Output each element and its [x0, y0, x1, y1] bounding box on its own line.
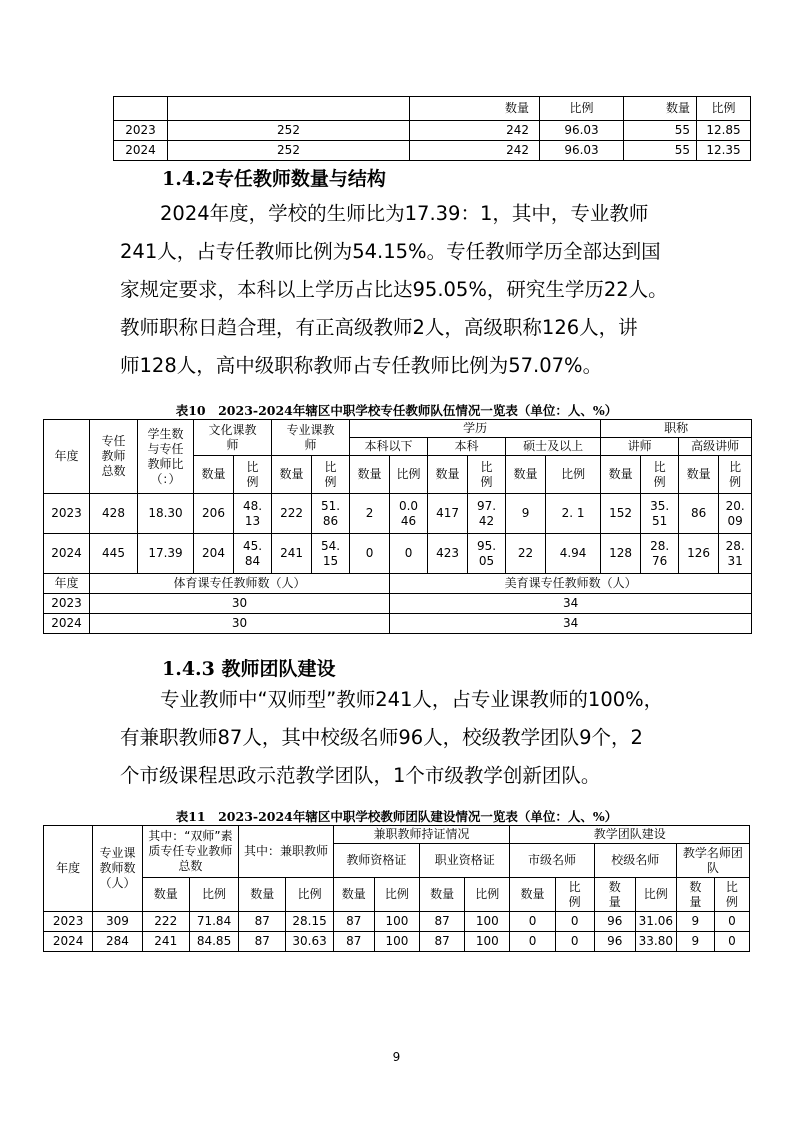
table-11: [43, 825, 750, 952]
header-total: 专业课教师数（人）: [93, 826, 142, 912]
table-cell: 87: [420, 912, 465, 932]
table-cell: 34: [390, 594, 752, 614]
table-cell: 100: [465, 912, 510, 932]
table-row: [44, 494, 752, 534]
header-count: 数量: [676, 878, 714, 912]
header-count: 数量: [142, 878, 189, 912]
table-cell: 445: [90, 534, 138, 574]
header-title: 职称: [601, 420, 752, 438]
paragraph-line: 有兼职教师87人，其中校级名师96人，校级教学团队9个，2: [120, 726, 643, 749]
table-cell: 2023: [44, 594, 90, 614]
paragraph-line: 个市级课程思政示范教学团队，1个市级教学创新团队。: [120, 764, 601, 787]
table-cell: 4.94: [546, 534, 601, 574]
table-cell: 17.39: [138, 534, 194, 574]
table-cell: 241: [142, 932, 189, 952]
table-row: [44, 932, 750, 952]
header-pct: 比例: [189, 878, 238, 912]
table-cell: 0: [510, 912, 555, 932]
header-bachelor: 本科: [428, 438, 506, 456]
table-cell: 252: [168, 121, 410, 141]
header-cell: 比例: [540, 97, 624, 121]
header-master: 硕士及以上: [506, 438, 601, 456]
table-cell: 126: [679, 534, 719, 574]
table-cell: 31.06: [635, 912, 676, 932]
table-cell: 128: [601, 534, 641, 574]
table-cell: 87: [333, 912, 374, 932]
table-cell: 0: [714, 912, 749, 932]
paragraph-line: 241人，占专任教师比例为54.15%。专任教师学历全部达到国: [120, 240, 661, 263]
paragraph-line: 专业教师中“双师型”教师241人，占专业课教师的100%，: [160, 688, 664, 711]
header-pct: 比例: [286, 878, 333, 912]
table-cell: 9: [676, 912, 714, 932]
header-pct: 比例: [546, 456, 601, 494]
table-cell: 30.63: [286, 932, 333, 952]
header-pct: 比例: [465, 878, 510, 912]
header-part-time: 其中：兼职教师: [239, 826, 334, 878]
header-city-teacher: 市级名师: [510, 844, 594, 878]
table-cell: 0: [555, 932, 594, 952]
table-cell: 222: [142, 912, 189, 932]
header-cell: 数量: [410, 97, 540, 121]
header-major: 专业课教师: [272, 420, 350, 456]
paragraph-line: 2024年度，学校的生师比为17.39：1，其中，专业教师: [160, 202, 649, 225]
header-year: 年度: [44, 826, 93, 912]
header-cell: [114, 97, 168, 121]
table-cell: 28.76: [641, 534, 679, 574]
table-cell: 9: [676, 932, 714, 952]
header-pct: 比例: [641, 456, 679, 494]
table-cell: 87: [239, 932, 286, 952]
header-count: 数量: [601, 456, 641, 494]
table-row: [44, 594, 752, 614]
table-cell: 2023: [114, 121, 168, 141]
table-cell: 12.35: [697, 141, 751, 161]
table-cell: 96.03: [540, 121, 624, 141]
header-total: 专任教师总数: [90, 420, 138, 494]
paragraph: [120, 681, 720, 795]
table-cell: 33.80: [635, 932, 676, 952]
table-cell: 0: [350, 534, 390, 574]
paragraph-line: 家规定要求，本科以上学历占比达95.05%，研究生学历22人。: [120, 278, 668, 301]
table-cell: 242: [410, 121, 540, 141]
table-cell: 0: [510, 932, 555, 952]
header-cell: 数量: [624, 97, 697, 121]
table-cell: 96: [594, 912, 635, 932]
table-caption: 表11 2023-2024年辖区中职学校教师团队建设情况一览表（单位：人、%）: [175, 809, 618, 824]
table-cell: 206: [194, 494, 234, 534]
header-count: 数量: [194, 456, 234, 494]
header-count: 数量: [239, 878, 286, 912]
header-education: 学历: [350, 420, 601, 438]
table-cell: 428: [90, 494, 138, 534]
table-cell: 71.84: [189, 912, 238, 932]
table-cell: 2023: [44, 494, 90, 534]
table-cell: 100: [374, 932, 419, 952]
header-school-teacher: 校级名师: [594, 844, 676, 878]
header-count: 数量: [272, 456, 312, 494]
header-art-teachers: 美育课专任教师数（人）: [390, 574, 752, 594]
header-pct: 比例: [234, 456, 272, 494]
table-cell: 241: [272, 534, 312, 574]
table-caption: 表10 2023-2024年辖区中职学校专任教师队伍情况一览表（单位：人、%）: [175, 403, 618, 418]
table-cell: 2024: [44, 932, 93, 952]
table-cell: 309: [93, 912, 142, 932]
header-team-building: 教学团队建设: [510, 826, 750, 844]
header-dual-qualified: 其中：“双师”素质专任专业教师总数: [142, 826, 239, 878]
table-cell: 0.046: [390, 494, 428, 534]
section-heading: 1.4.3 教师团队建设: [162, 658, 336, 680]
header-count: 数量: [350, 456, 390, 494]
header-count: 数量: [428, 456, 468, 494]
header-pct: 比例: [714, 878, 749, 912]
table-cell: 2: [350, 494, 390, 534]
paragraph: [120, 195, 720, 385]
table-cell: 423: [428, 534, 468, 574]
header-pct: 比例: [312, 456, 350, 494]
table-cell: 28.15: [286, 912, 333, 932]
table-cell: 2023: [44, 912, 93, 932]
header-pct: 比例: [390, 456, 428, 494]
header-senior-lecturer: 高级讲师: [679, 438, 752, 456]
table-cell: 20.09: [719, 494, 752, 534]
table-top: [113, 96, 751, 161]
header-ratio: 学生数与专任教师比（：）: [138, 420, 194, 494]
table-cell: 28.31: [719, 534, 752, 574]
table-cell: 2024: [44, 614, 90, 634]
header-cell: [168, 97, 410, 121]
table-row: [44, 614, 752, 634]
table-row: [114, 141, 751, 161]
table-header-row: [44, 878, 750, 912]
table-cell: 242: [410, 141, 540, 161]
header-count: 数量: [333, 878, 374, 912]
page-number: 9: [392, 1050, 401, 1064]
header-pct: 比例: [374, 878, 419, 912]
table-cell: 55: [624, 121, 697, 141]
table-cell: 2024: [114, 141, 168, 161]
table-cell: 12.85: [697, 121, 751, 141]
header-count: 数量: [594, 878, 635, 912]
table-cell: 45.84: [234, 534, 272, 574]
table-10: [43, 419, 752, 634]
table-cell: 222: [272, 494, 312, 534]
header-count: 数量: [420, 878, 465, 912]
table-cell: 87: [239, 912, 286, 932]
table-header-row: [44, 574, 752, 594]
table-cell: 30: [90, 614, 390, 634]
table-cell: 18.30: [138, 494, 194, 534]
table-cell: 0: [555, 912, 594, 932]
table-cell: 204: [194, 534, 234, 574]
table-cell: 54.15: [312, 534, 350, 574]
header-below-bachelor: 本科以下: [350, 438, 428, 456]
table-cell: 2024: [44, 534, 90, 574]
table-header-row: [44, 420, 752, 438]
header-pct: 比例: [635, 878, 676, 912]
header-pct: 比例: [468, 456, 506, 494]
paragraph-line: 教师职称日趋合理，有正高级教师2人，高级职称126人，讲: [120, 316, 638, 339]
header-pct: 比例: [555, 878, 594, 912]
table-cell: 100: [465, 932, 510, 952]
header-year: 年度: [44, 574, 90, 594]
table-cell: 97.42: [468, 494, 506, 534]
header-culture: 文化课教师: [194, 420, 272, 456]
table-cell: 2. 1: [546, 494, 601, 534]
table-header-row: [114, 97, 751, 121]
header-cell: 比例: [697, 97, 751, 121]
header-year: 年度: [44, 420, 90, 494]
table-row: [114, 121, 751, 141]
table-cell: 84.85: [189, 932, 238, 952]
header-lecturer: 讲师: [601, 438, 679, 456]
table-cell: 417: [428, 494, 468, 534]
header-vocational-certificate: 职业资格证: [420, 844, 510, 878]
table-cell: 0: [714, 932, 749, 952]
table-cell: 51.86: [312, 494, 350, 534]
table-cell: 9: [506, 494, 546, 534]
table-cell: 35.51: [641, 494, 679, 534]
table-cell: 152: [601, 494, 641, 534]
table-cell: 48.13: [234, 494, 272, 534]
header-teacher-certificate: 教师资格证: [333, 844, 419, 878]
table-cell: 87: [333, 932, 374, 952]
table-cell: 252: [168, 141, 410, 161]
header-count: 数量: [510, 878, 555, 912]
table-cell: 96.03: [540, 141, 624, 161]
table-cell: 95.05: [468, 534, 506, 574]
table-header-row: [44, 826, 750, 844]
table-cell: 55: [624, 141, 697, 161]
table-cell: 22: [506, 534, 546, 574]
header-teaching-team: 教学名师团队: [676, 844, 749, 878]
header-pct: 比例: [719, 456, 752, 494]
table-cell: 86: [679, 494, 719, 534]
table-cell: 284: [93, 932, 142, 952]
table-cell: 34: [390, 614, 752, 634]
header-count: 数量: [506, 456, 546, 494]
paragraph-line: 师128人，高中级职称教师占专任教师比例为57.07%。: [120, 354, 603, 377]
table-cell: 30: [90, 594, 390, 614]
table-cell: 87: [420, 932, 465, 952]
table-cell: 0: [390, 534, 428, 574]
section-heading: 1.4.2专任教师数量与结构: [162, 168, 386, 190]
table-cell: 100: [374, 912, 419, 932]
header-certification: 兼职教师持证情况: [333, 826, 510, 844]
header-count: 数量: [679, 456, 719, 494]
header-pe-teachers: 体育课专任教师数（人）: [90, 574, 390, 594]
table-cell: 96: [594, 932, 635, 952]
table-row: [44, 912, 750, 932]
table-row: [44, 534, 752, 574]
